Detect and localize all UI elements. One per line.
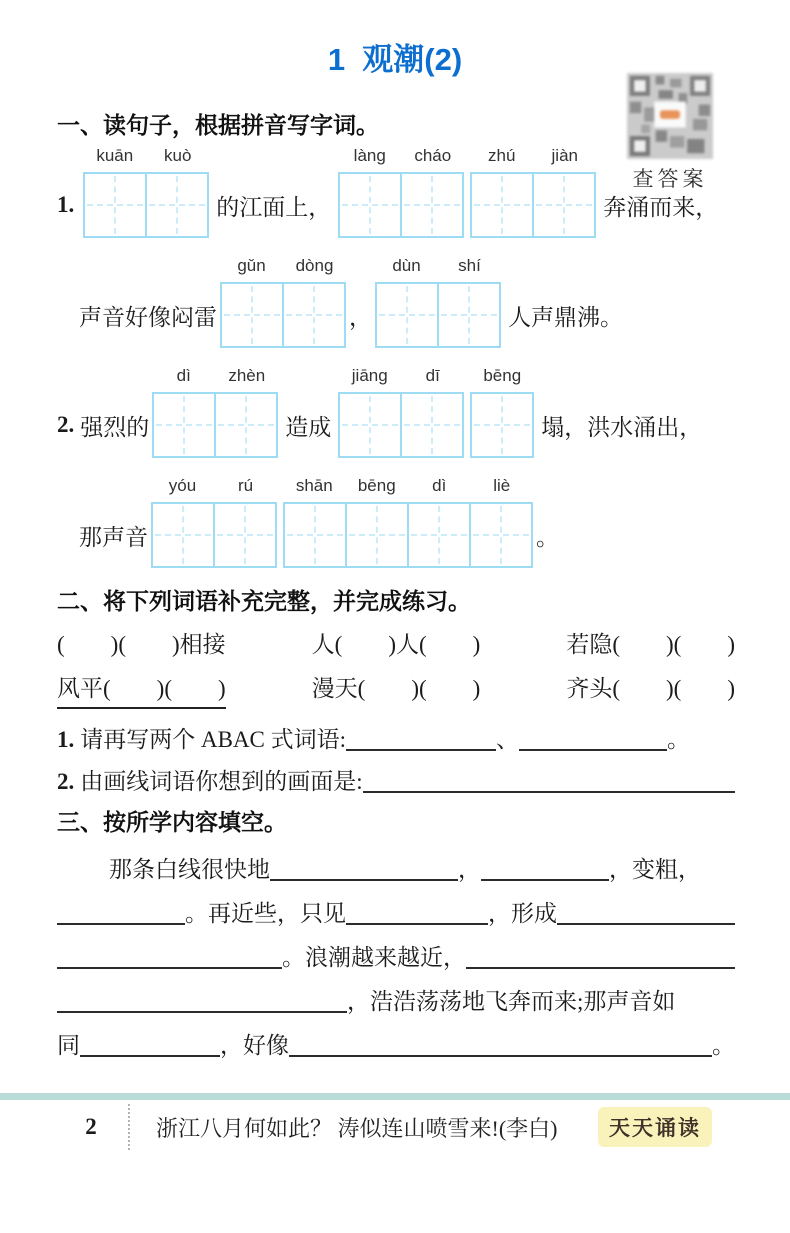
- writing-box-zhujian: [470, 146, 596, 238]
- answer-blank[interactable]: [481, 879, 609, 881]
- sentence-text: 塌，洪水涌出，: [541, 414, 703, 440]
- separator: 、: [496, 727, 520, 752]
- punctuation: ，: [458, 857, 481, 882]
- writing-box-shanbengdilie: [283, 476, 533, 568]
- writing-box-jiangdi: [338, 366, 464, 458]
- qr-caption: 查答案: [632, 167, 708, 191]
- punctuation: 。: [667, 727, 691, 752]
- word-blank-phrase-underlined[interactable]: 风平( )( ): [57, 674, 226, 709]
- pinyin-label: jiāng dī: [351, 366, 440, 385]
- writing-cell[interactable]: [532, 172, 596, 238]
- answer-blank[interactable]: [346, 923, 488, 925]
- writing-cell[interactable]: [338, 392, 402, 458]
- word-blank-phrase[interactable]: ( )( )相接: [57, 632, 226, 657]
- passage-text: 那条白线很快地: [109, 857, 270, 882]
- daily-recite-badge: 天天诵读: [598, 1107, 712, 1147]
- writing-cell[interactable]: [469, 502, 533, 568]
- writing-cell[interactable]: [152, 392, 216, 458]
- worksheet-body: [0, 110, 790, 1061]
- word-blank-phrase[interactable]: 漫天( )( ): [311, 676, 481, 701]
- answer-blank[interactable]: [80, 1055, 220, 1057]
- passage-line-1: [57, 855, 735, 885]
- pinyin-label: bēng: [483, 366, 522, 385]
- writing-box-gundong: [220, 256, 346, 348]
- answer-blank[interactable]: [57, 923, 185, 925]
- daily-recite-quote: 浙江八月何如此？ 涛似连山喷雪来!(李白): [156, 1115, 558, 1141]
- writing-cell[interactable]: [338, 172, 402, 238]
- writing-cell[interactable]: [437, 282, 501, 348]
- writing-cell[interactable]: [151, 502, 215, 568]
- writing-box-youru: [151, 476, 277, 568]
- passage-text: 同: [57, 1033, 80, 1058]
- passage-line-3: [57, 943, 735, 973]
- passage-line-2: [57, 899, 735, 929]
- writing-box-kuankuo: [83, 146, 209, 238]
- punctuation: 。: [712, 1033, 735, 1058]
- word-completion-row-2: [57, 674, 735, 709]
- writing-cell[interactable]: [83, 172, 147, 238]
- writing-box-beng: [470, 366, 534, 458]
- word-completion-row-1: [57, 630, 735, 660]
- item-number: 1.: [57, 727, 75, 752]
- section-3-heading: 三、按所学内容填空。: [57, 809, 287, 835]
- sentence-text: 人声鼎沸。: [508, 304, 623, 330]
- sentence-text: 强烈的: [80, 414, 150, 440]
- sentence-text: 奔涌而来，: [603, 194, 719, 220]
- writing-cell[interactable]: [282, 282, 346, 348]
- passage-text: ，形成: [488, 901, 557, 926]
- writing-cell[interactable]: [145, 172, 209, 238]
- footer-dotted-divider: [128, 1104, 130, 1150]
- passage-text: 。浪潮越来越近，: [282, 945, 466, 970]
- item-number: 2.: [57, 412, 75, 437]
- section-2-heading: 二、将下列词语补充完整，并完成练习。: [57, 588, 471, 614]
- sentence-text: 声音好像闷雷: [79, 304, 217, 330]
- sentence-text: 的江面上，: [216, 194, 332, 220]
- writing-box-langchao: [338, 146, 464, 238]
- sentence-text: 。: [536, 524, 559, 550]
- writing-cell[interactable]: [470, 392, 534, 458]
- passage-text: 。再近些，只见: [185, 901, 346, 926]
- writing-box-dunshi: [375, 256, 501, 348]
- answer-blank[interactable]: [57, 967, 282, 969]
- fill-row-4: [57, 476, 735, 568]
- answer-blank[interactable]: [466, 967, 735, 969]
- fill-row-2: [57, 256, 735, 348]
- sentence-text: ，: [349, 304, 372, 330]
- writing-box-dizhen: [152, 366, 278, 458]
- question-text: 请再写两个 ABAC 式词语:: [80, 727, 347, 752]
- answer-blank[interactable]: [289, 1055, 712, 1057]
- writing-cell[interactable]: [400, 172, 464, 238]
- footer: [0, 1104, 790, 1150]
- answer-blank[interactable]: [57, 1011, 347, 1013]
- page-number: 2: [85, 1114, 97, 1139]
- writing-cell[interactable]: [375, 282, 439, 348]
- qr-code: [626, 73, 714, 159]
- word-blank-phrase[interactable]: 人( )人( ): [311, 632, 481, 657]
- passage-text: ，浩浩荡荡地飞奔而来;那声音如: [347, 989, 676, 1014]
- pinyin-label: dùn shí: [392, 256, 481, 275]
- answer-blank[interactable]: [346, 749, 496, 751]
- writing-cell[interactable]: [345, 502, 409, 568]
- pinyin-label: shān bēng dì liè: [295, 476, 511, 495]
- writing-cell[interactable]: [400, 392, 464, 458]
- passage-line-5: [57, 1031, 735, 1061]
- answer-blank[interactable]: [270, 879, 458, 881]
- qr-block: [626, 73, 714, 193]
- writing-cell[interactable]: [407, 502, 471, 568]
- pinyin-label: gǔn dòng: [237, 256, 334, 275]
- writing-cell[interactable]: [220, 282, 284, 348]
- pinyin-label: làng cháo: [353, 146, 452, 165]
- answer-blank[interactable]: [557, 923, 735, 925]
- pinyin-label: yóu rú: [168, 476, 254, 495]
- pinyin-label: dì zhèn: [176, 366, 266, 385]
- section-1-heading: 一、读句子，根据拼音写字词。: [57, 112, 379, 138]
- word-blank-phrase[interactable]: 齐头( )( ): [566, 676, 735, 701]
- passage-line-4: [57, 987, 735, 1017]
- pinyin-label: kuān kuò: [96, 146, 192, 165]
- passage-text: ，好像: [220, 1033, 289, 1058]
- fill-row-3: [57, 366, 735, 458]
- footer-divider-bar: [0, 1093, 790, 1100]
- item-number: 2.: [57, 769, 75, 794]
- sentence-text: 造成: [285, 414, 332, 440]
- section-2-question-2: [57, 767, 735, 797]
- page-title: 1 观潮(2): [327, 42, 463, 77]
- pinyin-label: zhú jiàn: [488, 146, 578, 165]
- answer-blank[interactable]: [519, 749, 667, 751]
- writing-cell[interactable]: [213, 502, 277, 568]
- writing-cell[interactable]: [470, 172, 534, 238]
- word-blank-phrase[interactable]: 若隐( )( ): [566, 632, 735, 657]
- writing-cell[interactable]: [283, 502, 347, 568]
- passage-text: ，变粗，: [609, 857, 701, 882]
- section-2-question-1: [57, 725, 735, 755]
- question-text: 由画线词语你想到的画面是:: [80, 769, 363, 794]
- writing-cell[interactable]: [214, 392, 278, 458]
- item-number: 1.: [57, 192, 75, 217]
- sentence-text: 那声音: [79, 524, 148, 550]
- answer-blank[interactable]: [363, 791, 735, 793]
